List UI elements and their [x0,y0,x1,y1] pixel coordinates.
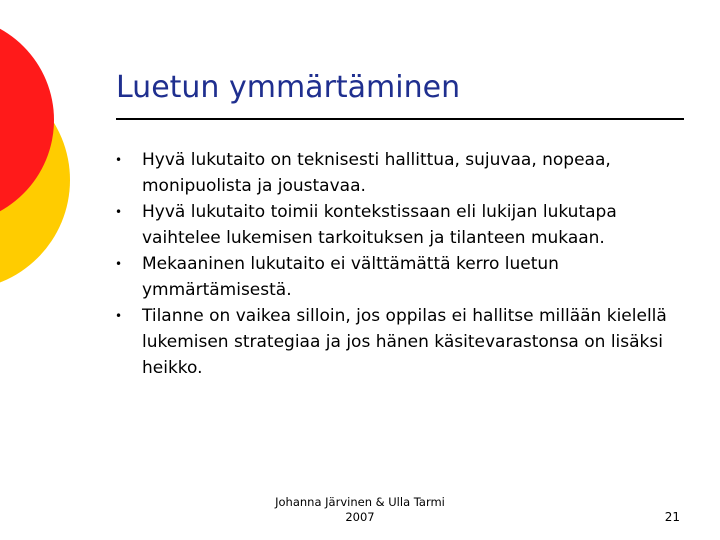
bullet-list [112,147,672,381]
bullet-text: Tilanne on vaikea silloin, jos oppilas ei hallitse millään kielellä lukemisen strategiaa ja jos hänen käsitevarastonsa on lisäksi heikko. [142,306,667,378]
footer-authors: Johanna Järvinen & Ulla Tarmi [275,495,445,509]
bullet-item [112,147,672,199]
bullet-item [112,303,672,381]
bullet-text: Hyvä lukutaito on teknisesti hallittua, sujuvaa, nopeaa, monipuolista ja joustavaa. [142,150,611,196]
bullet-dot-icon: • [115,153,123,167]
bullet-text: Mekaaninen lukutaito ei välttämättä kerro luetun ymmärtämisestä. [142,254,559,300]
page-number: 21 [664,510,680,524]
bullet-item [112,199,672,251]
title-underline [116,118,684,120]
bullet-dot-icon: • [115,257,123,271]
bullet-text: Hyvä lukutaito toimii kontekstissaan eli lukijan lukutapa vaihtelee lukemisen tarkoituksen ja tilanteen mukaan. [142,202,617,248]
bullet-item [112,251,672,303]
bullet-dot-icon: • [115,205,123,219]
decorative-circles [0,0,123,300]
bullet-dot-icon: • [115,309,123,323]
footer-year: 2007 [345,510,375,524]
footer [240,495,480,525]
slide-title: Luetun ymmärtäminen [116,70,461,105]
